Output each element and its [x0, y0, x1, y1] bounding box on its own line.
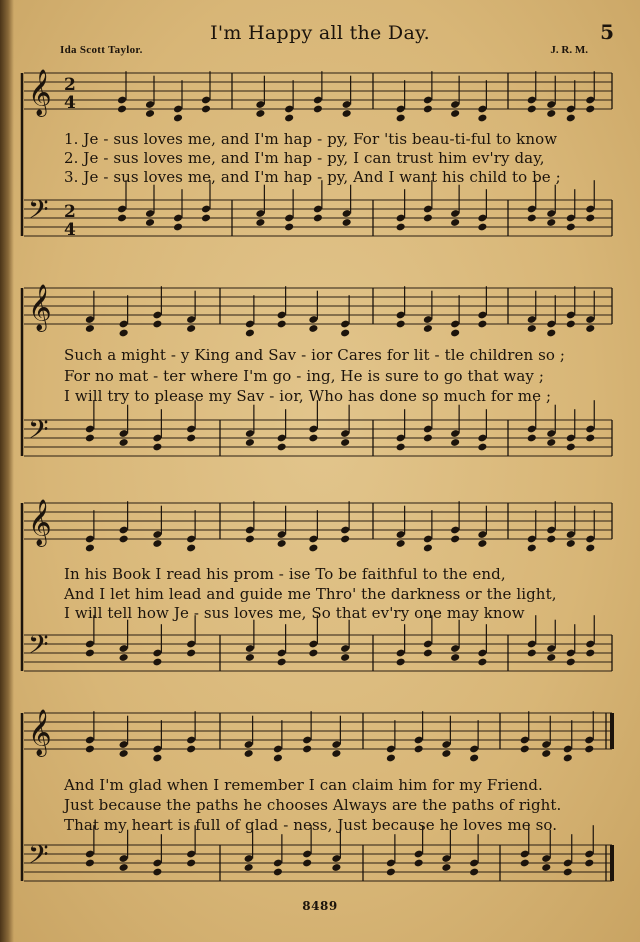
lyric-line: Just because the paths he chooses Always are the paths of right.: [64, 796, 562, 814]
note-head: [173, 223, 183, 232]
note-head: [396, 114, 406, 123]
lyric-line: Such a might - y King and Sav - ior Cares for lit - tle children so ;: [64, 346, 566, 364]
note-head: [566, 539, 576, 548]
note-head: [331, 863, 341, 872]
note-head: [85, 544, 95, 553]
lyric-line: 3. Je - sus loves me, and I'm hap - py, And I want his child to be ;: [64, 168, 561, 186]
note-head: [119, 749, 129, 758]
note-head: [585, 649, 595, 658]
note-head: [423, 434, 433, 443]
lyric-line: And I let him lead and guide me Thro' the darkness or the light,: [64, 585, 557, 603]
note-head: [284, 114, 294, 123]
note-head: [423, 649, 433, 658]
note-head: [186, 859, 196, 868]
lyric-line: For no mat - ter where I'm go - ing, He is sure to go that way ;: [64, 367, 545, 385]
treble-clef-icon: 𝄞: [28, 69, 52, 116]
note-head: [546, 218, 556, 227]
note-head: [340, 535, 350, 544]
note-head: [342, 218, 352, 227]
note-head: [450, 329, 460, 338]
note-head: [566, 114, 576, 123]
note-head: [85, 859, 95, 868]
note-head: [414, 859, 424, 868]
note-head: [450, 653, 460, 662]
treble-clef-icon: 𝄞: [28, 499, 52, 546]
note-head: [396, 539, 406, 548]
plate-number: 8489: [302, 899, 338, 913]
note-head: [441, 749, 451, 758]
note-head: [255, 218, 265, 227]
lyric-line: And I'm glad when I remember I can claim him for my Friend.: [64, 776, 543, 794]
note-head: [527, 434, 537, 443]
lyric-line: That my heart is full of glad - ness, Just because he loves me so.: [64, 816, 558, 834]
note-head: [450, 218, 460, 227]
note-head: [245, 329, 255, 338]
note-head: [308, 649, 318, 658]
note-head: [423, 105, 433, 114]
lyric-line: In his Book I read his prom - ise To be faithful to the end,: [64, 565, 506, 583]
note-head: [313, 105, 323, 114]
bass-clef-icon: 𝄢: [28, 838, 49, 877]
note-head: [119, 438, 129, 447]
note-head: [308, 434, 318, 443]
note-head: [584, 859, 594, 868]
note-head: [546, 109, 556, 118]
note-head: [520, 859, 530, 868]
note-head: [527, 324, 537, 333]
note-head: [566, 658, 576, 667]
time-signature-bottom: 4: [64, 93, 76, 114]
note-head: [152, 754, 162, 763]
note-head: [546, 329, 556, 338]
note-head: [527, 214, 537, 223]
note-head: [201, 214, 211, 223]
bass-clef-icon: 𝄢: [28, 193, 49, 232]
note-head: [186, 324, 196, 333]
note-head: [245, 535, 255, 544]
note-head: [186, 544, 196, 553]
note-head: [186, 649, 196, 658]
author-credit: Ida Scott Taylor.: [60, 44, 143, 56]
time-signature-bottom: 4: [64, 220, 76, 241]
note-head: [546, 438, 556, 447]
page-number: 5: [600, 20, 614, 44]
note-head: [541, 749, 551, 758]
note-head: [152, 320, 162, 329]
note-head: [396, 443, 406, 452]
note-head: [85, 324, 95, 333]
note-head: [563, 754, 573, 763]
note-head: [85, 745, 95, 754]
note-head: [584, 745, 594, 754]
note-head: [340, 653, 350, 662]
note-head: [396, 658, 406, 667]
note-head: [423, 544, 433, 553]
note-head: [173, 114, 183, 123]
note-head: [441, 863, 451, 872]
note-head: [386, 868, 396, 877]
note-head: [119, 535, 129, 544]
note-head: [423, 214, 433, 223]
note-head: [284, 223, 294, 232]
note-head: [566, 223, 576, 232]
note-head: [331, 749, 341, 758]
note-head: [585, 324, 595, 333]
note-head: [273, 868, 283, 877]
lyric-line: 2. Je - sus loves me, and I'm hap - py, I can trust him ev'ry day,: [64, 149, 545, 167]
note-head: [386, 754, 396, 763]
note-head: [145, 218, 155, 227]
note-head: [152, 868, 162, 877]
note-head: [585, 544, 595, 553]
note-head: [245, 653, 255, 662]
note-head: [546, 535, 556, 544]
note-head: [477, 223, 487, 232]
lyric-line: I will try to please my Sav - ior, Who has done so much for me ;: [64, 387, 552, 405]
note-head: [450, 109, 460, 118]
note-head: [477, 658, 487, 667]
note-head: [469, 754, 479, 763]
note-head: [527, 105, 537, 114]
note-head: [477, 443, 487, 452]
note-head: [527, 649, 537, 658]
note-head: [255, 109, 265, 118]
treble-clef-icon: 𝄞: [28, 709, 52, 756]
note-head: [273, 754, 283, 763]
note-head: [152, 658, 162, 667]
note-head: [277, 658, 287, 667]
lyric-line: I will tell how Je - sus loves me, So that ev'ry one may know: [64, 604, 525, 622]
note-head: [563, 868, 573, 877]
note-head: [469, 868, 479, 877]
note-head: [302, 745, 312, 754]
lyric-line: 1. Je - sus loves me, and I'm hap - py, For 'tis beau-ti-ful to know: [64, 130, 558, 148]
bass-clef-icon: 𝄢: [28, 413, 49, 452]
note-head: [145, 109, 155, 118]
note-head: [342, 109, 352, 118]
note-head: [566, 443, 576, 452]
note-head: [85, 649, 95, 658]
note-head: [186, 434, 196, 443]
note-head: [308, 324, 318, 333]
note-head: [450, 535, 460, 544]
note-head: [277, 539, 287, 548]
time-signature-top: 2: [64, 202, 76, 223]
note-head: [152, 443, 162, 452]
note-head: [546, 653, 556, 662]
note-head: [423, 324, 433, 333]
note-head: [477, 114, 487, 123]
note-head: [585, 434, 595, 443]
treble-clef-icon: 𝄞: [28, 284, 52, 331]
note-head: [541, 863, 551, 872]
note-head: [119, 863, 129, 872]
note-head: [396, 223, 406, 232]
note-head: [520, 745, 530, 754]
note-head: [396, 320, 406, 329]
note-head: [117, 105, 127, 114]
note-head: [277, 320, 287, 329]
note-head: [186, 745, 196, 754]
note-head: [119, 653, 129, 662]
note-head: [450, 438, 460, 447]
hymn-title: I'm Happy all the Day.: [210, 22, 430, 44]
note-head: [244, 749, 254, 758]
note-head: [566, 320, 576, 329]
note-head: [477, 320, 487, 329]
note-head: [201, 105, 211, 114]
note-head: [340, 329, 350, 338]
note-head: [119, 329, 129, 338]
time-signature-top: 2: [64, 75, 76, 96]
bass-clef-icon: 𝄢: [28, 628, 49, 667]
system-2: [0, 280, 640, 490]
note-head: [585, 214, 595, 223]
note-head: [277, 443, 287, 452]
note-head: [244, 863, 254, 872]
note-head: [152, 539, 162, 548]
note-head: [527, 544, 537, 553]
note-head: [414, 745, 424, 754]
note-head: [85, 434, 95, 443]
note-head: [585, 105, 595, 114]
note-head: [308, 544, 318, 553]
note-head: [477, 539, 487, 548]
note-head: [302, 859, 312, 868]
note-head: [340, 438, 350, 447]
composer-credit: J. R. M.: [550, 44, 588, 56]
note-head: [313, 214, 323, 223]
note-head: [245, 438, 255, 447]
note-head: [117, 214, 127, 223]
